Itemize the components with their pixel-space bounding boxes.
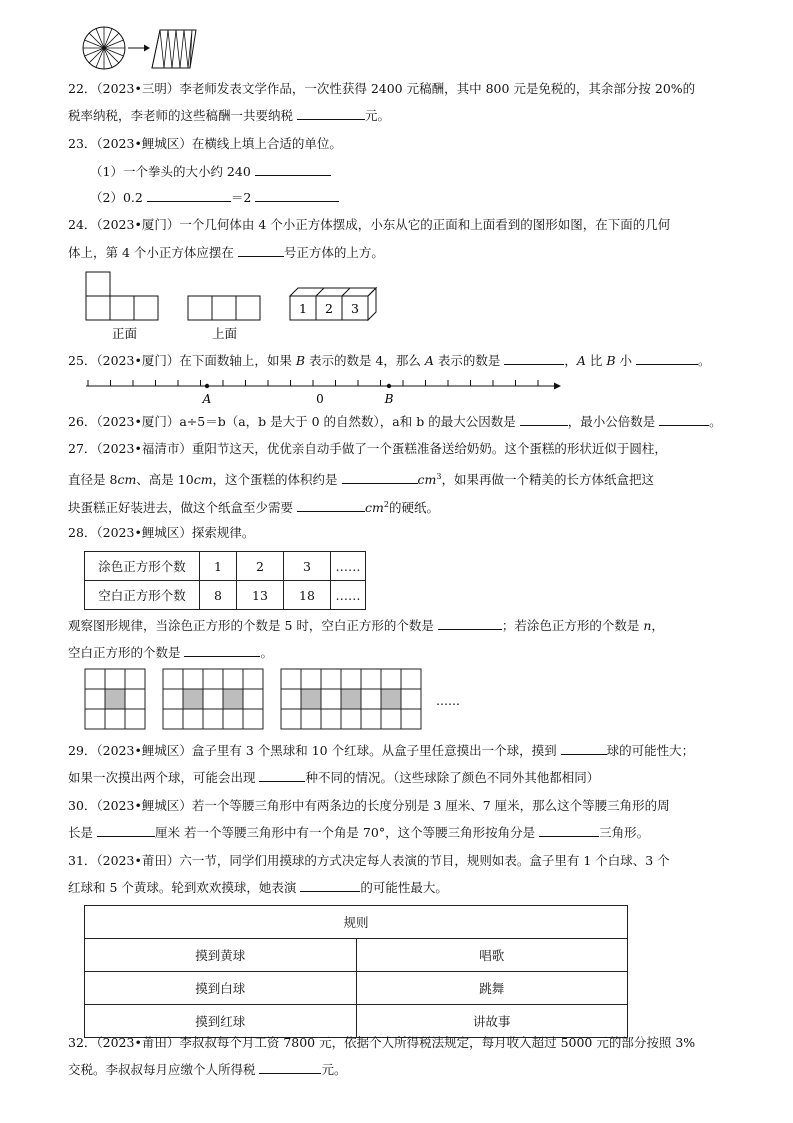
q27-text-b: 、高是 10 (136, 472, 194, 488)
q27-blank-volume[interactable] (342, 471, 418, 484)
q27-line1: 27．（2023•福清市）重阳节这天，优优亲自动手做了一个蛋糕准备送给奶奶。这个蛋糕的形状近似于圆柱， (68, 441, 667, 456)
q30-line1: 30．（2023•鲤城区）若一个等腰三角形中有两条边的长度分别是 3 厘米、7 厘米，那么这个等腰三角形的周 (68, 798, 670, 813)
q29-text-d: 种不同的情况。（这些球除了颜色不同外其他都相同） (305, 770, 600, 785)
point-a-dot (205, 384, 209, 388)
q28-comma: ， (651, 618, 664, 633)
q27-text-c: ，这个蛋糕的体积约是 (212, 472, 342, 488)
table-cell: 18 (284, 581, 331, 610)
q30-blank-perimeter[interactable] (97, 824, 155, 837)
q28-text-b: ；若涂色正方形的个数是 (501, 618, 644, 633)
table-header-row (85, 906, 628, 939)
q25-period: 。 (698, 353, 711, 368)
q28-period: 。 (260, 645, 273, 660)
q30-line2 (68, 824, 649, 842)
q24-line2 (68, 244, 384, 262)
q26-prefix: 26．（2023•厦门） (68, 414, 180, 429)
table-cell: …… (331, 581, 366, 610)
table-cell: 涂色正方形个数 (85, 552, 200, 581)
table-cell: 13 (237, 581, 284, 610)
sector-circle (83, 27, 125, 69)
q27-text-a: 直径是 8 (68, 472, 118, 488)
q26-blank-gcd[interactable] (520, 413, 568, 426)
q24-text: 体上，第 4 个小正方体应摆在 (68, 245, 238, 260)
q29-text-b: 球的可能性大； (606, 743, 695, 758)
q22-line1: 22．（2023•三明）李老师发表文学作品，一次性获得 2400 元稿酬，其中 800 元是免税的，其余部分按 20%的 (68, 81, 696, 96)
q25-text-a: 25．（2023•厦门）在下面数轴上，如果 (68, 353, 296, 368)
q28-line2 (68, 617, 664, 635)
table-row (85, 939, 628, 972)
q31-text-a: 红球和 5 个黄球。轮到欢欢摸球，她表演 (68, 880, 301, 895)
q30-text-a: 长是 (68, 825, 97, 840)
q26-line1 (68, 413, 722, 431)
q27-blank-area[interactable] (297, 499, 365, 512)
q28-grid-patterns (84, 668, 484, 732)
table-row (85, 1005, 628, 1038)
table-row (85, 552, 366, 581)
q29-text-a: 29．（2023•鲤城区）盒子里有 3 个黑球和 10 个红球。从盒子里任意摸出一个球，摸到 (68, 743, 561, 758)
q22-unit: 元。 (364, 108, 390, 123)
q22-text: 税率纳税，李老师的这些稿酬一共要纳税 (68, 108, 297, 123)
q28-text-c: 空白正方形的个数是 (68, 645, 185, 660)
top-view-label: 上面 (212, 326, 238, 341)
q32-blank[interactable] (259, 1061, 321, 1074)
q32-line2 (68, 1061, 347, 1079)
top-view (188, 296, 260, 320)
axis-label-b: B (384, 392, 394, 406)
q26-period: 。 (709, 414, 722, 429)
q22-line2 (68, 107, 390, 125)
q31-rules-table (84, 905, 628, 1038)
parallelogram-shape (152, 30, 196, 68)
q27-unit-cm3: cm (417, 472, 437, 488)
q25-var-a-2: A (576, 353, 586, 368)
table-cell: 摸到红球 (85, 1005, 357, 1038)
cube-label-3: 3 (351, 301, 359, 316)
q28-var-n: n (643, 618, 652, 633)
q31-blank[interactable] (300, 879, 360, 892)
q25-var-b-2: B (606, 353, 616, 368)
q23-sub2-text: （2）0.2 (90, 190, 147, 205)
q28-blank-1[interactable] (438, 617, 502, 630)
table-cell: 摸到白球 (85, 972, 357, 1005)
table-header: 规则 (85, 906, 628, 939)
q28-text-a: 观察图形规律，当涂色正方形的个数是 5 时，空白正方形的个数是 (68, 618, 438, 633)
number-line (80, 376, 570, 406)
pattern-1 (85, 669, 145, 729)
q25-text-c: 表示的数是 (433, 353, 505, 368)
point-b-dot (387, 384, 391, 388)
table-cell: 空白正方形个数 (85, 581, 200, 610)
cube-label-1: 1 (299, 301, 307, 316)
cube-label-2: 2 (325, 301, 333, 316)
q25-var-b: B (295, 353, 306, 368)
q28-line1: 28．（2023•鲤城区）探索规律。 (68, 525, 255, 540)
q22-answer-blank[interactable] (297, 107, 365, 120)
q25-text-e: 比 (585, 353, 607, 368)
q30-text-b: 厘米 若一个等腰三角形中有一个角是 70°，这个等腰三角形按角分是 (154, 825, 540, 840)
table-cell: …… (331, 552, 366, 581)
q31-text-b: 的可能性最大。 (360, 880, 448, 895)
q29-blank-1[interactable] (561, 742, 607, 755)
axis-label-zero: 0 (316, 392, 324, 406)
q23-sub1-blank[interactable] (255, 163, 331, 176)
q23-sub2 (90, 189, 339, 207)
q29-text-c: 如果一次摸出两个球，可能会出现 (68, 770, 260, 785)
q27-exp-3: 3 (436, 472, 442, 481)
q25-text-f: 小 (615, 353, 637, 368)
q29-line2 (68, 769, 599, 787)
q27-line2 (68, 468, 654, 489)
q26-blank-lcm[interactable] (659, 413, 709, 426)
q30-blank-type[interactable] (539, 824, 599, 837)
q27-exp-2: 2 (383, 500, 389, 509)
q23-sub1 (90, 163, 331, 181)
q29-blank-2[interactable] (259, 769, 305, 782)
q28-blank-2[interactable] (184, 644, 260, 657)
q23-sub2-blank-2[interactable] (255, 189, 339, 202)
q31-line1: 31．（2023•莆田）六一节，同学们用摸球的方式决定每人表演的节目，规则如表。盒子里有 1 个白球、3 个 (68, 853, 670, 868)
pattern-3 (281, 669, 421, 729)
table-cell: 2 (237, 552, 284, 581)
q29-line1 (68, 742, 694, 760)
q28-line3 (68, 644, 273, 662)
q27-text-d: ，如果再做一个精美的长方体纸盒把这 (441, 472, 654, 488)
q27-unit-cm-2: cm (193, 472, 213, 488)
table-cell: 8 (200, 581, 237, 610)
q32-text-b: 元。 (321, 1062, 347, 1077)
q27-text-e: 块蛋糕正好装进去，做这个纸盒至少需要 (68, 500, 297, 516)
q23-sub1-text: （1）一个拳头的大小约 240 (90, 164, 255, 179)
q27-unit-cm2: cm (364, 500, 384, 516)
q31-line2 (68, 879, 448, 897)
q26-text-mid: ，最小公倍数是 (567, 414, 660, 429)
q25-comma: ， (564, 353, 577, 368)
q25-blank-2[interactable] (636, 352, 698, 365)
q23-sub2-blank-1[interactable] (147, 189, 231, 202)
q25-text-b: 表示的数是 4，那么 (305, 353, 425, 368)
q24-line1: 24．（2023•厦门）一个几何体由 4 个小正方体摆成，小东从它的正面和上面看到的图形如图，在下面的几何 (68, 217, 671, 232)
q28-pattern-table (84, 551, 366, 610)
q32-line1: 32．（2023•莆田）李叔叔每个月工资 7800 元，依据个人所得税法规定，每月收入超过 5000 元的部分按照 3% (68, 1035, 696, 1050)
axis-arrow-icon (554, 383, 561, 390)
q24-text-end: 号正方体的上方。 (283, 245, 384, 260)
q24-answer-blank[interactable] (238, 244, 284, 257)
q27-line3 (68, 496, 439, 517)
table-row (85, 581, 366, 610)
circle-to-parallelogram-figure (80, 24, 200, 74)
table-cell: 3 (284, 552, 331, 581)
table-cell: 唱歌 (356, 939, 628, 972)
pattern-ellipsis: …… (436, 694, 460, 708)
q30-text-c: 三角形。 (599, 825, 650, 840)
q25-line1 (68, 352, 711, 370)
front-view (86, 272, 158, 320)
arrow-icon (128, 45, 150, 52)
q24-views-figure (80, 266, 390, 344)
table-cell: 跳舞 (356, 972, 628, 1005)
q25-var-a: A (424, 353, 434, 368)
table-cell: 讲故事 (356, 1005, 628, 1038)
q27-unit-cm: cm (117, 472, 137, 488)
q25-blank-1[interactable] (504, 352, 564, 365)
table-row (85, 972, 628, 1005)
q32-text-a: 交税。李叔叔每月应缴个人所得税 (68, 1062, 260, 1077)
table-cell: 1 (200, 552, 237, 581)
pattern-2 (163, 669, 263, 729)
table-cell: 摸到黄球 (85, 939, 357, 972)
axis-label-a: A (202, 392, 212, 406)
front-view-label: 正面 (112, 326, 138, 341)
q27-text-f: 的硬纸。 (388, 500, 439, 516)
q26-expression: a÷5＝b（a，b 是大于 0 的自然数），a和 b 的最大公因数是 (179, 414, 520, 429)
q23-sub2-eq: ＝2 (230, 190, 256, 205)
q23-line1: 23．（2023•鲤城区）在横线上填上合适的单位。 (68, 136, 342, 151)
